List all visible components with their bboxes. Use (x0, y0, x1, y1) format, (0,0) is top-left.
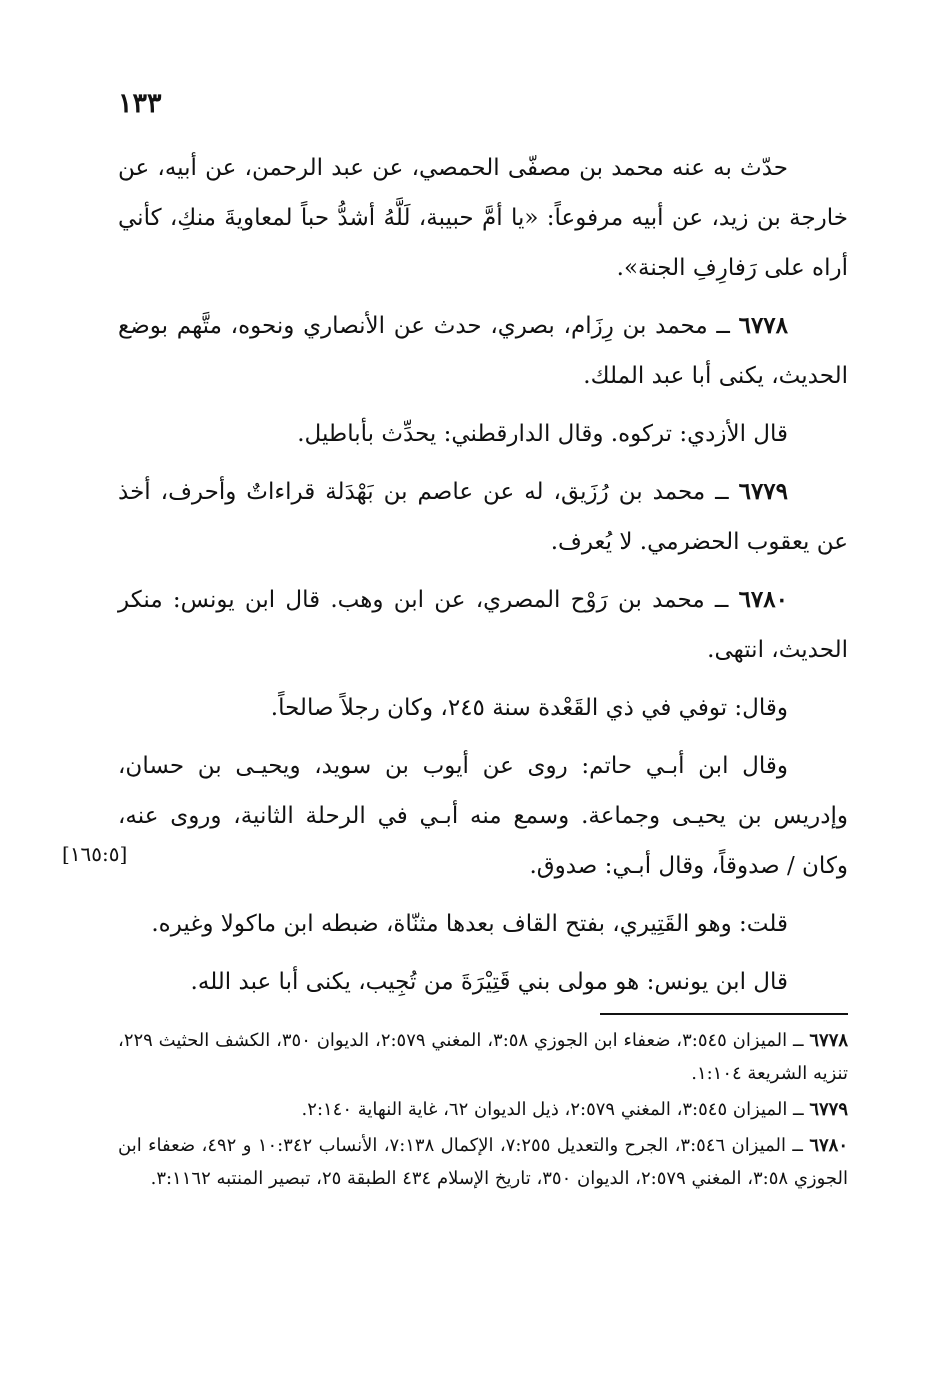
footnote-text: ١٠:٣٤٢ و ٤٩٢، ضعفاء ابن الجوزي ٣:٥٨، المغني ٢:٥٧٩، الديوان ٣٥٠، (118, 1135, 848, 1189)
footnote-divider (600, 1013, 848, 1015)
entry-text: ــ محمد بن رِزَام، بصري، حدث عن الأنصاري ونحوه، متَّهم بوضع الحديث، يكنى أبا عبد الملك. (118, 313, 848, 389)
page-number: ١٣٣ (118, 88, 162, 119)
footnote-number: ٦٧٧٩ (809, 1099, 848, 1120)
entry-6778 (118, 301, 848, 401)
paragraph-azdi: قال الأزدي: تركوه. وقال الدارقطني: يحدِّث بأباطيل. (297, 421, 788, 447)
footnote-6779 (118, 1093, 848, 1126)
paragraph-hadith: حدّث به عنه محمد بن مصفّى الحمصي، عن عبد الرحمن، عن أبيه، عن خارجة بن زيد، عن أبيه مرفوعاً: «يا أمَّ حبيبة، لَلَّهُ أشدُّ حباً لمعاويةَ منكِ، كأني أراه على رَفارِفِ الجنة». (118, 155, 848, 281)
paragraph-death: وقال: توفي في ذي القَعْدة سنة ٢٤٥، وكان رجلاً صالحاً. (270, 695, 788, 721)
footnote-number: ٦٧٧٨ (809, 1030, 849, 1051)
footnote-text: الكشف الحثيث ٢٢٩، تنزيه الشريعة ١:١٠٤. (118, 1030, 848, 1084)
paragraph-ibn-yunus: قال ابن يونس: هو مولى بني قَتِيْرَةَ من تُجِيب، يكنى أبا عبد الله. (190, 969, 788, 995)
footnote-text: ــ الميزان ٣:٥٤٥، المغني ٢:٥٧٩، ذيل الديوان ٦٢، غاية النهاية ٢:١٤٠. (301, 1099, 804, 1120)
entry-6779 (118, 467, 848, 567)
paragraph-qutayri: قلت: وهو القَتِيري، بفتح القاف بعدها مثنّاة، ضبطه ابن ماكولا وغيره. (151, 911, 788, 937)
entry-text: ــ محمد بن رُزَيق، له عن عاصم بن بَهْدَلة قراءاتٌ وأحرف، أخذ عن يعقوب الحضرمي. لا يُعرف. (118, 479, 848, 555)
margin-reference: [١٦٥:٥] (62, 842, 128, 866)
text-line: وكان / صدوقاً، وقال أبـي: صدوق. (529, 853, 848, 879)
footnote-text: ــ الميزان ٣:٥٤٥، ضعفاء ابن الجوزي ٣:٥٨، المغني ٢:٥٧٩، الديوان ٣٥٠، (276, 1030, 804, 1051)
footnote-6780 (118, 1129, 848, 1195)
entry-number: ٦٧٨٠ (738, 586, 788, 613)
footnote-text: تاريخ الإسلام ٤٣٤ الطبقة ٢٥، تبصير المنتبه ٣:١١٦٢. (150, 1168, 531, 1189)
entry-number: ٦٧٧٨ (738, 312, 789, 339)
footnote-text: ــ الميزان ٣:٥٤٦، الجرح والتعديل ٧:٢٥٥، الإكمال ٧:١٣٨، الأنساب (318, 1135, 803, 1156)
entry-number: ٦٧٧٩ (738, 478, 789, 505)
footnote-number: ٦٧٨٠ (809, 1135, 848, 1156)
main-text (118, 143, 848, 1015)
entry-text: ــ محمد بن رَوْح المصري، عن ابن وهب. قال ابن يونس: منكر الحديث، انتهى. (118, 587, 848, 663)
text-line: وقال ابن أبـي حاتم: روى عن أيوب بن سويد، ويحيـى بن حسان، (118, 753, 788, 779)
footnote-6778 (118, 1024, 848, 1090)
footnotes (118, 1024, 848, 1198)
entry-6780 (118, 575, 848, 675)
paragraph-ibn-abi-hatim (118, 741, 848, 891)
text-line: وإدريس بن يحيـى وجماعة. وسمع منه أبـي في الرحلة الثانية، وروى عنه، (118, 803, 848, 829)
